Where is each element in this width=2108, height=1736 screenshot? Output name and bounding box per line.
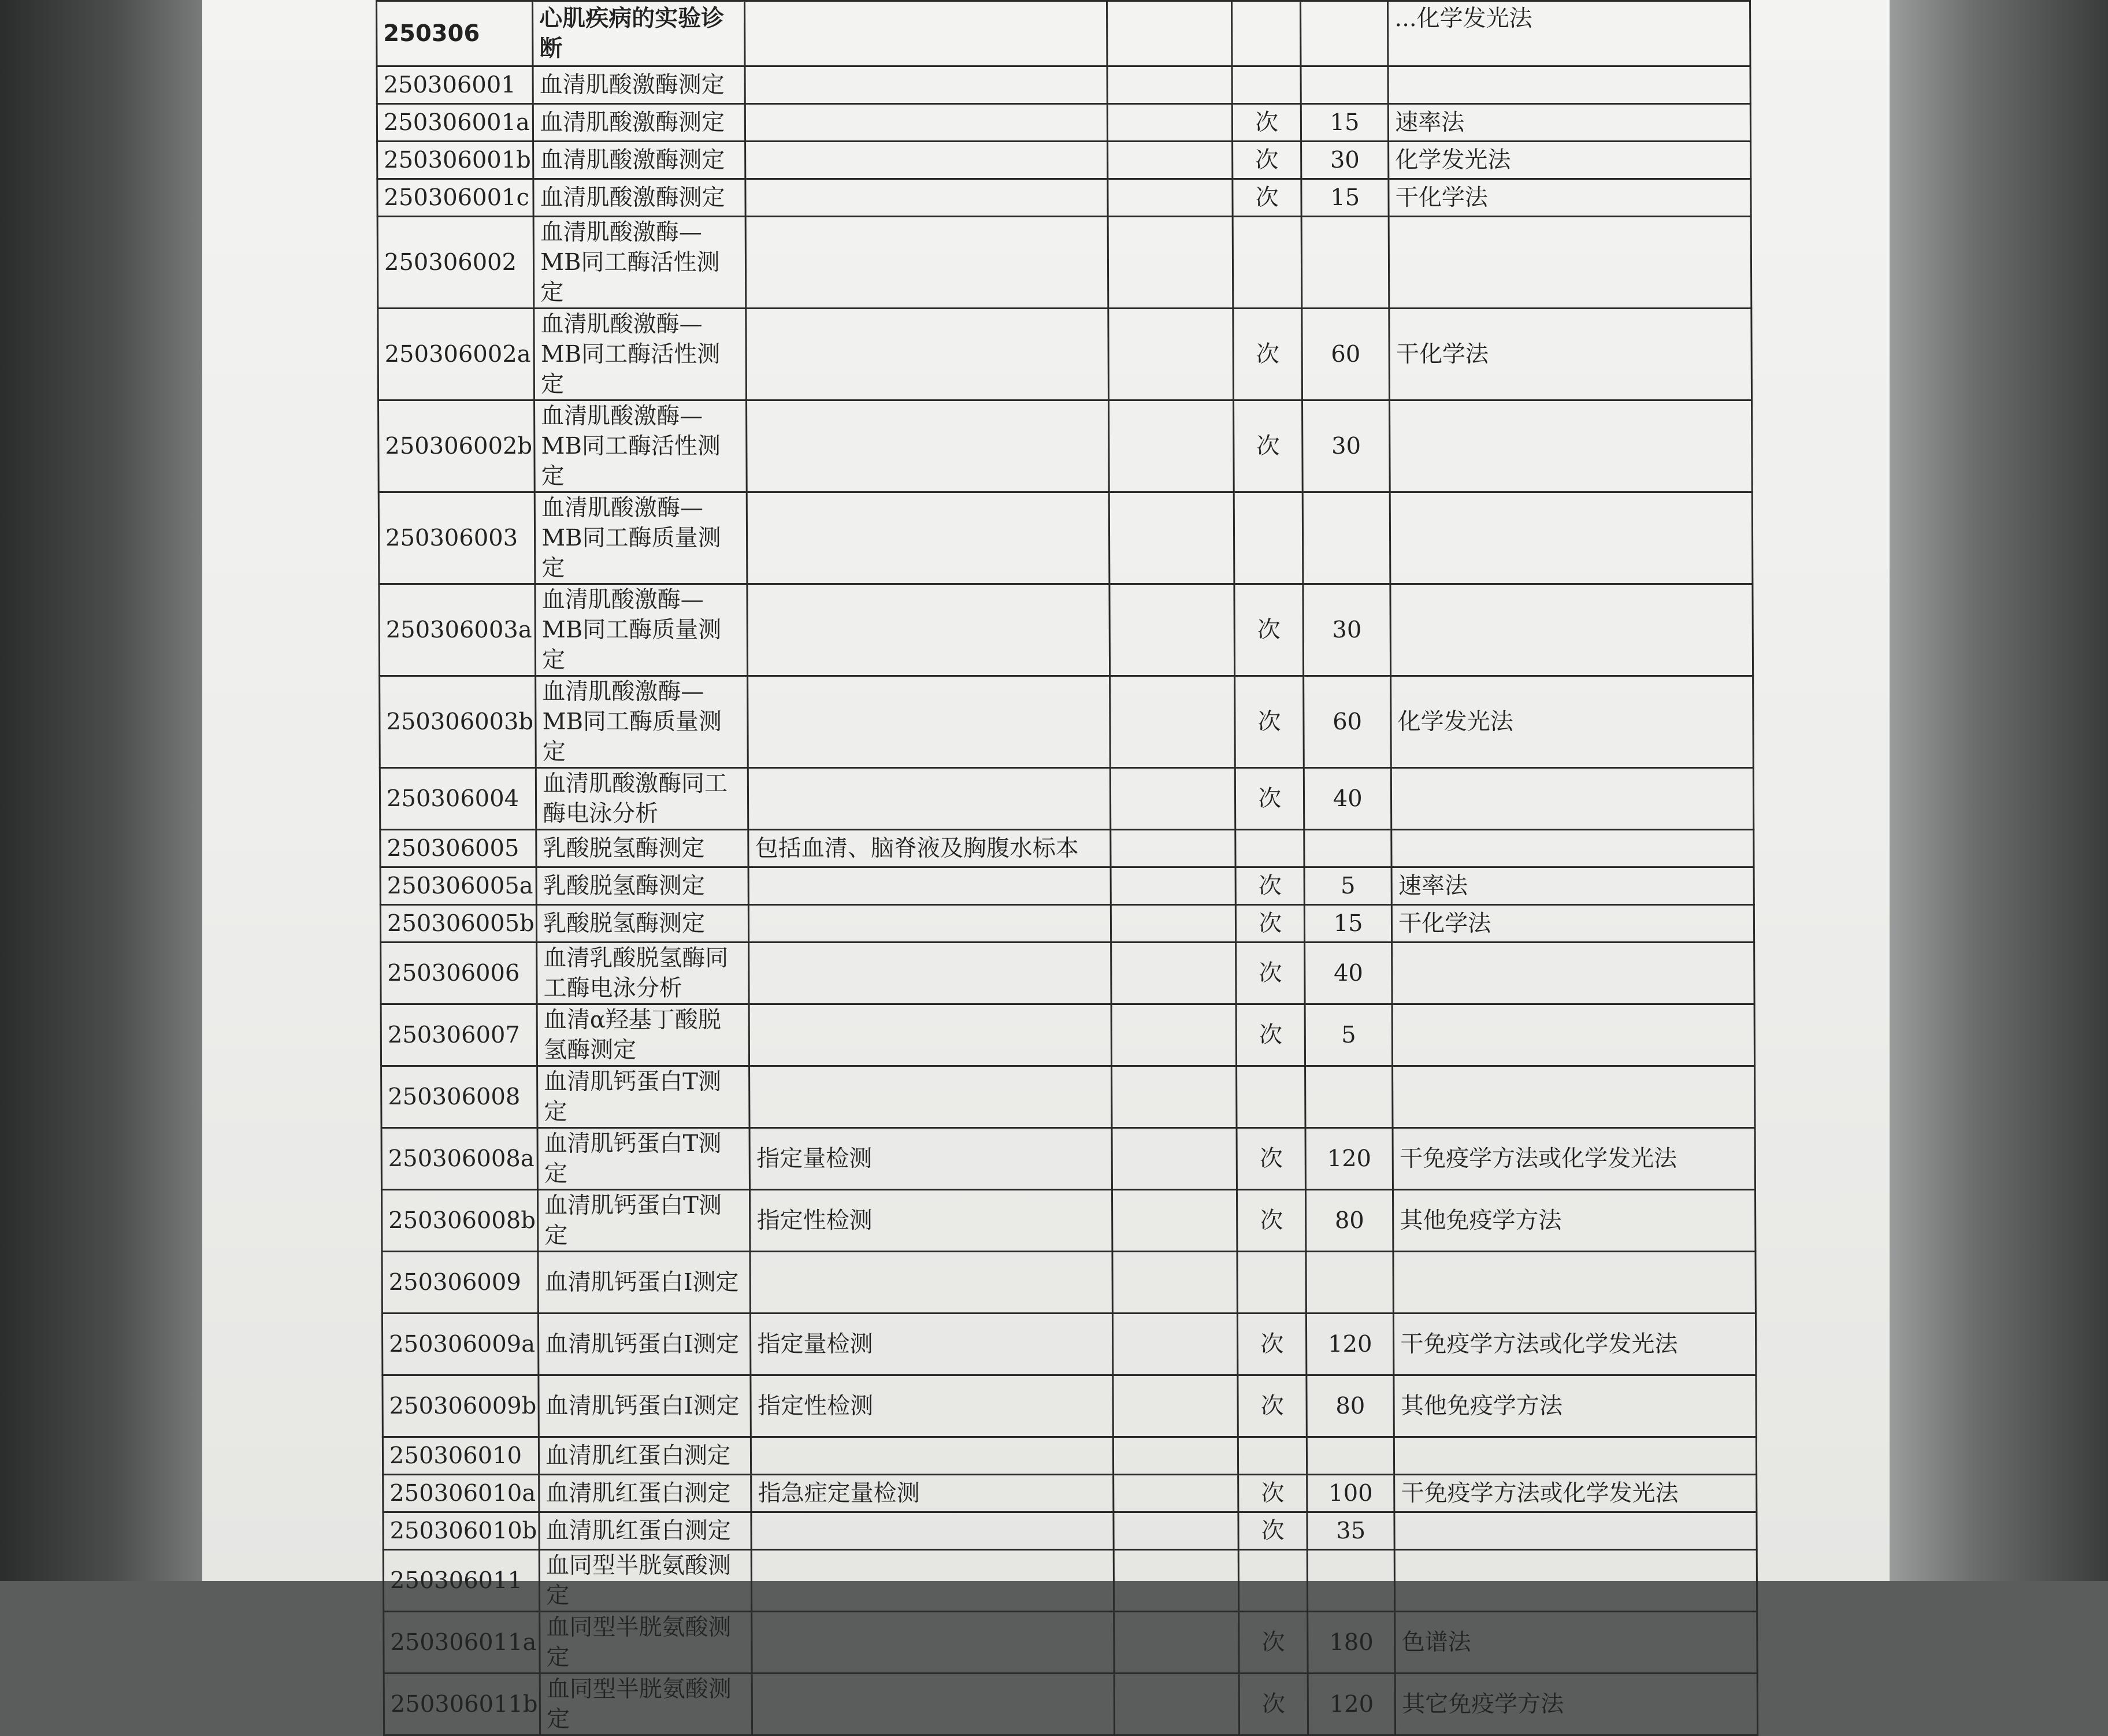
item-code: 250306001 [377,66,533,104]
item-price: 40 [1304,768,1391,830]
item-name: 血清肌钙蛋白Ⅰ测定 [538,1252,751,1314]
table-row [380,830,1754,867]
item-code: 250306009a [382,1314,539,1375]
item-unit: 次 [1236,905,1305,943]
item-price [1304,830,1392,867]
item-code: 250306003 [378,492,535,584]
item-note [1391,830,1754,867]
item-description [749,905,1111,943]
item-name: 血清肌钙蛋白T测定 [538,1190,751,1252]
item-code: 250306011b [384,1674,540,1735]
item-unit [1238,1550,1307,1612]
item-note: 速率法 [1391,867,1754,905]
blank-cell [1108,142,1233,179]
item-name: 血清肌钙蛋白T测定 [537,1066,750,1128]
table-row [380,768,1753,830]
item-description [749,867,1111,905]
table-row [381,943,1754,1004]
item-description [746,309,1108,400]
table-row [377,66,1750,104]
item-description [752,1674,1115,1735]
item-price: 120 [1308,1674,1396,1735]
item-unit: 次 [1237,1190,1306,1252]
table-row [379,584,1753,676]
item-name: 血清肌酸激酶—MB同工酶质量测定 [536,676,748,768]
blank-cell [1108,179,1233,217]
item-description: 指定量检测 [749,1128,1112,1190]
cut-off-note: ...化学发光法 [1388,1,1750,66]
table-row [383,1475,1757,1512]
item-price: 30 [1302,400,1390,492]
monitor-bezel-left [0,0,208,1581]
item-price [1306,1252,1394,1314]
blank-cell [1114,1475,1238,1512]
item-unit [1235,830,1304,867]
document-page [202,0,1890,1733]
item-unit [1237,1252,1306,1314]
item-note: 干化学法 [1389,179,1751,217]
item-description [746,217,1108,309]
table-row [381,1066,1755,1128]
blank-cell [1108,217,1233,309]
item-note: 速率法 [1389,104,1751,142]
item-unit: 次 [1238,1512,1307,1550]
blank-cell [1112,1066,1237,1128]
item-code: 250306007 [381,1004,537,1066]
item-description [745,179,1108,217]
item-description [745,66,1107,104]
item-unit [1232,66,1301,104]
item-unit: 次 [1239,1674,1308,1735]
item-name: 血同型半胱氨酸测定 [540,1612,752,1674]
item-unit: 次 [1238,1475,1307,1512]
item-unit: 次 [1235,867,1304,905]
table-row [378,400,1753,492]
item-note: 其它免疫学方法 [1395,1674,1757,1735]
table-row [382,1252,1756,1314]
table-row [378,492,1753,584]
blank-cell [1113,1314,1238,1375]
item-description [749,1004,1112,1066]
item-unit: 次 [1235,768,1304,830]
item-code: 250306003a [379,584,536,676]
item-unit: 次 [1239,1612,1308,1674]
item-note: 干化学法 [1389,309,1751,400]
item-price [1302,492,1390,584]
price-table [376,0,1758,1736]
item-name: 血清乳酸脱氢酶同工酶电泳分析 [537,943,749,1004]
blank-cell [1112,1252,1238,1314]
item-unit: 次 [1236,943,1305,1004]
item-description [748,676,1110,768]
item-unit: 次 [1232,104,1301,142]
item-unit: 次 [1238,1375,1307,1437]
item-note [1390,400,1752,492]
item-name: 乳酸脱氢酶测定 [536,830,749,867]
item-unit: 次 [1237,1128,1305,1190]
item-description [749,943,1111,1004]
blank-cell [1111,943,1237,1004]
item-description: 包括血清、脑脊液及胸腹水标本 [748,830,1111,867]
item-unit: 次 [1233,179,1301,217]
item-code: 250306005a [380,867,536,905]
item-unit: 次 [1236,1004,1305,1066]
item-note [1388,66,1750,104]
blank-cell [1113,1437,1238,1475]
item-price: 60 [1302,309,1390,400]
item-code: 250306008b [381,1190,538,1252]
blank-cell [1109,492,1234,584]
blank-cell [1108,309,1234,400]
item-code: 250306010 [383,1437,539,1475]
item-name: 血清α羟基丁酸脱氢酶测定 [537,1004,749,1066]
item-note [1393,1066,1755,1128]
item-description [752,1612,1114,1674]
table-row [380,905,1754,943]
item-description [751,1512,1114,1550]
blank-cell [1113,1375,1238,1437]
item-description [750,1252,1112,1314]
item-note [1394,1512,1757,1550]
section-header-row [377,1,1750,66]
item-price: 5 [1305,1004,1393,1066]
blank-cell [1112,1190,1238,1252]
item-note [1393,1252,1756,1314]
item-price [1305,1066,1393,1128]
item-price: 60 [1304,676,1391,768]
blank-cell [1114,1674,1239,1735]
item-description [745,142,1108,179]
item-code: 250306010b [383,1512,539,1550]
item-note: 化学发光法 [1389,142,1751,179]
blank-cell [1110,676,1235,768]
item-name: 血清肌酸激酶—MB同工酶质量测定 [535,492,747,584]
item-description [747,492,1109,584]
item-note: 干化学法 [1392,905,1754,943]
table-row [383,1437,1756,1475]
item-price: 35 [1307,1512,1395,1550]
item-code: 250306009 [382,1252,539,1314]
table-row [383,1512,1757,1550]
blank-cell [1109,584,1235,676]
blank-cell [1107,104,1232,142]
item-name: 血清肌酸激酶—MB同工酶活性测定 [534,309,747,400]
table-row [384,1674,1757,1735]
item-name: 乳酸脱氢酶测定 [536,905,749,943]
item-price: 15 [1301,104,1389,142]
item-name: 血清肌酸激酶测定 [533,179,746,217]
item-code: 250306001b [377,142,533,179]
item-description [749,1066,1112,1128]
item-unit [1234,492,1303,584]
blank-cell [1112,1128,1237,1190]
item-code: 250306002b [378,400,535,492]
item-code: 250306008a [381,1128,538,1190]
table-row [384,1612,1757,1674]
blank-cell [1114,1612,1239,1674]
item-unit: 次 [1238,1314,1307,1375]
blank-cell [1110,768,1235,830]
item-price: 180 [1308,1612,1396,1674]
item-name: 血清肌酸激酶—MB同工酶活性测定 [535,400,747,492]
table-row [381,1004,1754,1066]
item-name: 血清肌钙蛋白Ⅰ测定 [539,1375,751,1437]
blank-cell [1111,1004,1237,1066]
table-row [380,676,1754,768]
item-description [752,1550,1114,1612]
item-code: 250306011a [384,1612,540,1674]
item-note [1392,1004,1754,1066]
section-title: 心肌疾病的实验诊断 [533,1,745,66]
item-note [1390,584,1753,676]
item-code: 250306006 [381,943,537,1004]
item-note [1389,217,1751,309]
table-row [380,867,1754,905]
blank-cell [1109,400,1234,492]
table-row [383,1550,1757,1612]
item-description [747,584,1109,676]
monitor-bezel-right [1888,0,2108,1581]
item-price [1307,1437,1394,1475]
blank-cell [1111,867,1235,905]
blank-cell [1111,905,1235,943]
item-unit [1238,1437,1307,1475]
item-name: 血清肌红蛋白测定 [539,1475,752,1512]
item-unit: 次 [1233,142,1301,179]
table-row [378,309,1752,400]
item-code: 250306002 [377,217,534,309]
item-note [1390,492,1752,584]
item-note [1394,1437,1757,1475]
blank-cell [1114,1550,1239,1612]
item-code: 250306005 [380,830,536,867]
item-unit [1233,217,1302,309]
item-note: 其他免疫学方法 [1394,1375,1756,1437]
section-code: 250306 [377,1,533,66]
item-code: 250306005b [380,905,536,943]
item-name: 血清肌钙蛋白Ⅰ测定 [539,1314,751,1375]
table-row [381,1128,1755,1190]
item-note [1394,1550,1757,1612]
item-unit: 次 [1234,400,1303,492]
item-price: 40 [1305,943,1393,1004]
table-row [377,104,1750,142]
table-row [377,142,1751,179]
item-note: 干免疫学方法或化学发光法 [1394,1475,1757,1512]
item-price: 30 [1301,142,1389,179]
item-code: 250306001a [377,104,533,142]
item-unit: 次 [1233,309,1302,400]
item-note [1392,943,1754,1004]
item-code: 250306002a [378,309,535,400]
item-description: 指定量检测 [751,1314,1113,1375]
item-name: 血同型半胱氨酸测定 [539,1550,752,1612]
item-code: 250306009b [383,1375,539,1437]
item-unit [1237,1066,1305,1128]
item-unit: 次 [1234,584,1304,676]
item-price [1301,66,1389,104]
blank-cell [1114,1512,1238,1550]
item-description [747,400,1109,492]
item-code: 250306010a [383,1475,539,1512]
item-name: 血清肌酸激酶—MB同工酶活性测定 [533,217,746,309]
table-row [377,179,1751,217]
item-description: 指定性检测 [751,1375,1113,1437]
item-name: 血清肌酸激酶同工酶电泳分析 [536,768,748,830]
item-price [1307,1550,1395,1612]
blank-cell [1107,66,1232,104]
item-description: 指定性检测 [750,1190,1112,1252]
item-name: 血清肌酸激酶测定 [533,142,746,179]
item-code: 250306003b [380,676,536,768]
item-price: 100 [1307,1475,1395,1512]
item-note: 干免疫学方法或化学发光法 [1393,1128,1755,1190]
item-name: 血清肌红蛋白测定 [539,1512,752,1550]
item-price: 5 [1304,867,1392,905]
item-unit: 次 [1235,676,1304,768]
item-name: 血清肌酸激酶—MB同工酶质量测定 [535,584,748,676]
item-price [1301,217,1389,309]
item-code: 250306011 [383,1550,540,1612]
item-price: 120 [1305,1128,1393,1190]
item-price: 15 [1301,179,1389,217]
item-description [745,104,1108,142]
price-table-sheet [376,0,1758,1733]
item-name: 乳酸脱氢酶测定 [536,867,749,905]
item-price: 30 [1303,584,1391,676]
item-name: 血同型半胱氨酸测定 [540,1674,752,1735]
item-note: 色谱法 [1395,1612,1757,1674]
item-code: 250306004 [380,768,536,830]
table-row [381,1190,1755,1252]
item-note [1391,768,1754,830]
item-code: 250306001c [377,179,533,217]
item-description [748,768,1111,830]
item-price: 80 [1306,1190,1394,1252]
item-name: 血清肌钙蛋白T测定 [537,1128,750,1190]
table-row [377,217,1751,309]
table-row [383,1375,1756,1437]
item-note: 干免疫学方法或化学发光法 [1394,1314,1756,1375]
item-name: 血清肌酸激酶测定 [533,66,745,104]
item-price: 80 [1307,1375,1394,1437]
item-description [751,1437,1114,1475]
item-description: 指急症定量检测 [751,1475,1114,1512]
table-row [382,1314,1756,1375]
blank-cell [1111,830,1235,867]
item-name: 血清肌酸激酶测定 [533,104,745,142]
item-price: 120 [1306,1314,1394,1375]
item-code: 250306008 [381,1066,538,1128]
item-note: 化学发光法 [1391,676,1753,768]
item-name: 血清肌红蛋白测定 [539,1437,751,1475]
item-price: 15 [1304,905,1392,943]
item-note: 其他免疫学方法 [1393,1190,1756,1252]
